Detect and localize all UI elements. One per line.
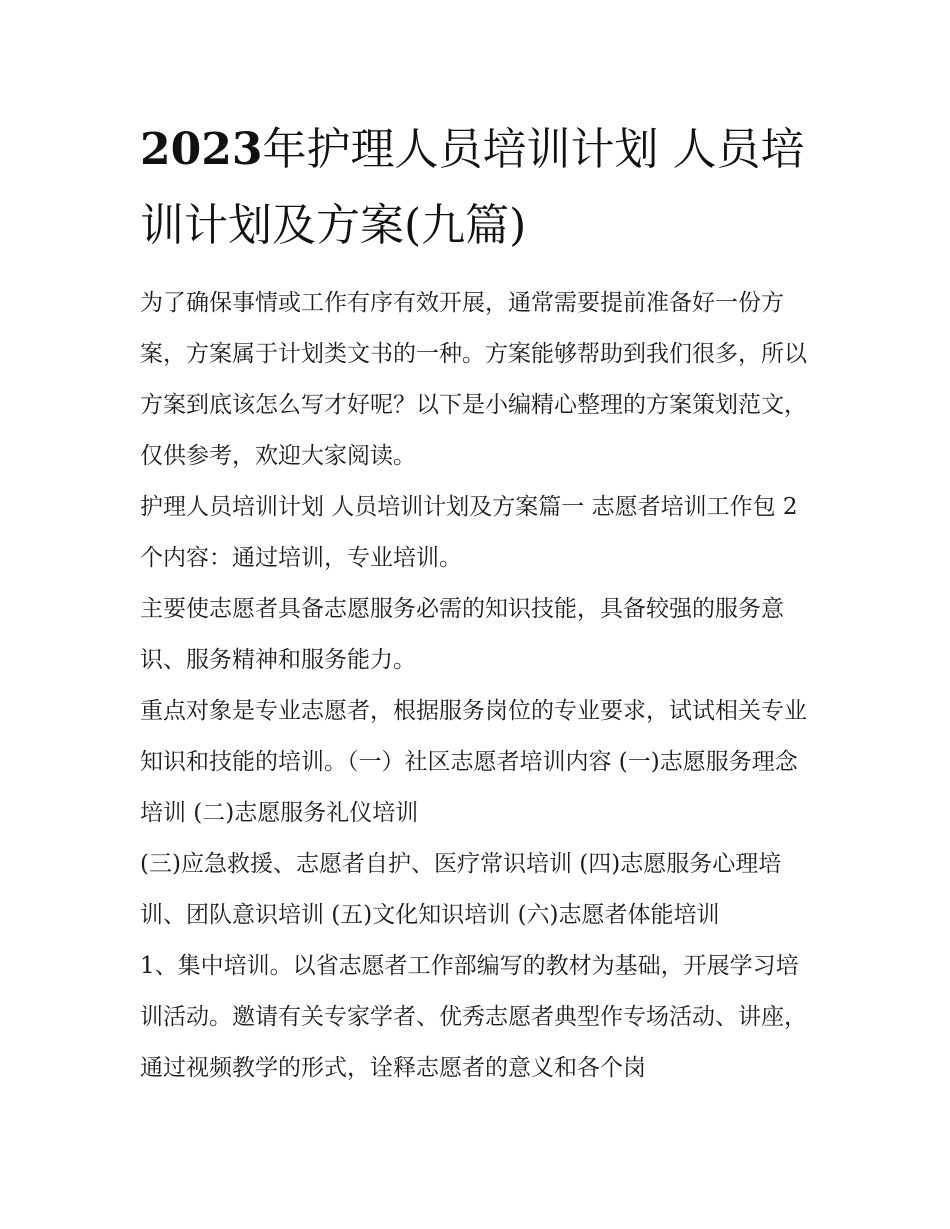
title-year: 2023 bbox=[140, 124, 263, 175]
paragraph-topics: (三)应急救援、志愿者自护、医疗常识培训 (四)志愿服务心理培训、团队意识培训 (五)文化知识培训 (六)志愿者体能培训 bbox=[140, 851, 782, 928]
paragraph-focus: 重点对象是专业志愿者，根据服务岗位的专业要求，试试相关专业知识和技能的培训。（一）社区志愿者培训内容 (一)志愿服务理念培训 (二)志愿服务礼仪培训 bbox=[140, 698, 807, 826]
document-title bbox=[140, 112, 820, 264]
title-text: 年护理人员培训计划 人员培训计划及方案(九篇) bbox=[140, 124, 805, 251]
paragraph-goal: 主要使志愿者具备志愿服务必需的知识技能，具备较强的服务意识、服务精神和服务能力。 bbox=[140, 596, 784, 673]
paragraph-section-one: 护理人员培训计划 人员培训计划及方案篇一 志愿者培训工作包 2 个内容：通过培训，专业培训。 bbox=[140, 494, 798, 571]
paragraph-centralized-training: 1、集中培训。以省志愿者工作部编写的教材为基础，开展学习培训活动。邀请有关专家学者、优秀志愿者典型作专场活动、讲座，通过视频教学的形式，诠释志愿者的意义和各个岗 bbox=[140, 953, 807, 1081]
document-body bbox=[140, 278, 815, 1094]
paragraph-intro: 为了确保事情或工作有序有效开展，通常需要提前准备好一份方案，方案属于计划类文书的一种。方案能够帮助到我们很多，所以方案到底该怎么写才好呢？以下是小编精心整理的方案策划范文，仅供参考，欢迎大家阅读。 bbox=[140, 290, 807, 469]
